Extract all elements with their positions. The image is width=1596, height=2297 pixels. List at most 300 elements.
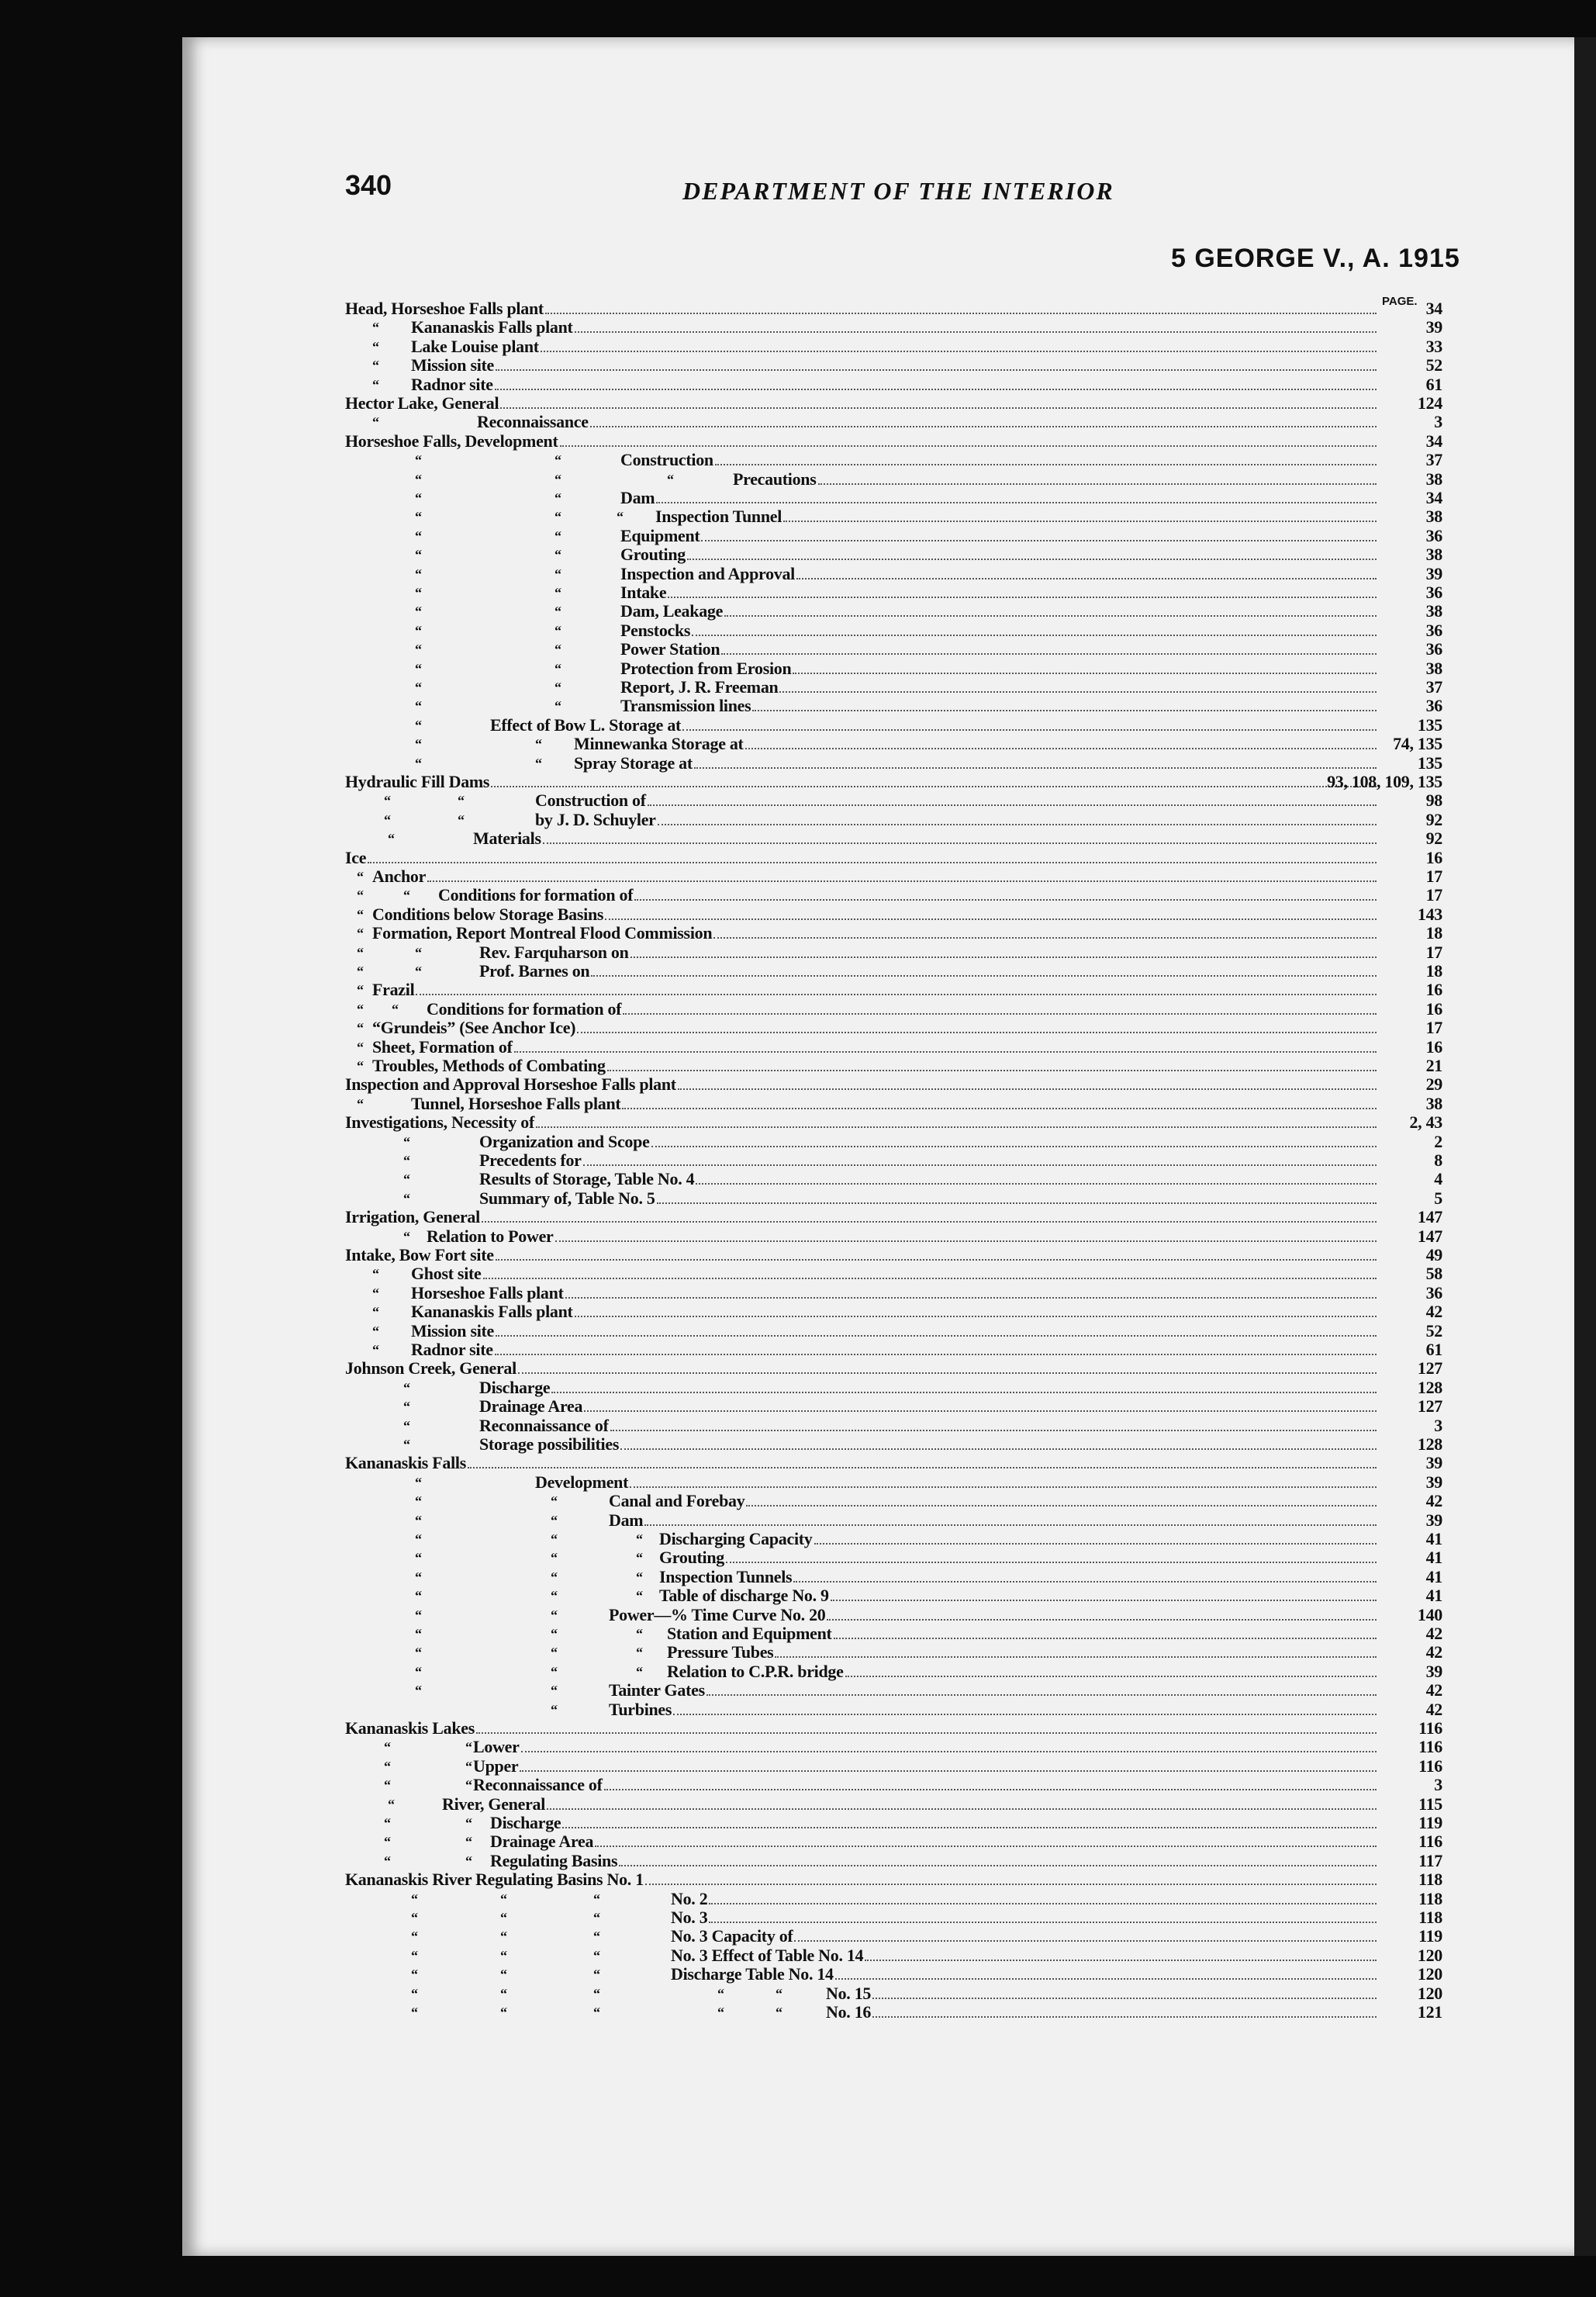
index-entry bbox=[0, 1870, 1442, 1889]
page-reference: 121 bbox=[1417, 2002, 1442, 2022]
index-entry bbox=[0, 1000, 1442, 1019]
page-reference: 17 bbox=[1425, 942, 1442, 962]
leader-dots bbox=[468, 1466, 1377, 1468]
leader-dots bbox=[623, 1012, 1377, 1015]
leader-dots bbox=[696, 1182, 1377, 1185]
ditto-mark: “ bbox=[415, 1569, 422, 1585]
index-term: Mission site bbox=[411, 356, 495, 375]
index-term: Development bbox=[535, 1472, 629, 1492]
ditto-mark: “ bbox=[465, 1852, 472, 1869]
ditto-mark: “ bbox=[372, 376, 379, 393]
ditto-mark: “ bbox=[357, 982, 364, 998]
ditto-mark: “ bbox=[384, 1777, 391, 1794]
page-reference: 3 bbox=[1434, 1775, 1442, 1795]
index-term: River, General bbox=[442, 1794, 546, 1814]
ditto-mark: “ bbox=[411, 1910, 418, 1925]
index-entry bbox=[0, 1492, 1442, 1510]
page-reference: 92 bbox=[1425, 829, 1442, 849]
leader-dots bbox=[551, 1391, 1377, 1393]
index-entry bbox=[0, 1719, 1442, 1738]
ditto-mark: “ bbox=[372, 414, 379, 431]
ditto-mark: “ bbox=[458, 793, 465, 809]
leader-dots bbox=[543, 842, 1377, 844]
ditto-mark: “ bbox=[636, 1588, 643, 1604]
page-reference: 118 bbox=[1418, 1888, 1442, 1908]
index-entry bbox=[0, 1606, 1442, 1624]
ditto-mark: “ bbox=[357, 869, 364, 884]
ditto-mark: “ bbox=[415, 963, 422, 979]
ditto-mark: “ bbox=[415, 1474, 422, 1490]
page-reference: 147 bbox=[1417, 1226, 1442, 1246]
page-reference: 39 bbox=[1425, 317, 1442, 337]
leader-dots bbox=[724, 614, 1377, 617]
ditto-mark: “ bbox=[403, 1171, 410, 1188]
index-entry bbox=[0, 394, 1442, 413]
index-entry bbox=[0, 1473, 1442, 1492]
index-entry bbox=[0, 754, 1442, 773]
page-reference: 2 bbox=[1434, 1131, 1442, 1151]
page-reference: 38 bbox=[1425, 1093, 1442, 1113]
ditto-mark: “ bbox=[415, 736, 422, 752]
index-entry bbox=[0, 318, 1442, 337]
index-term: Power Station bbox=[620, 640, 720, 659]
index-entry bbox=[0, 1738, 1442, 1756]
page-reference: 16 bbox=[1425, 847, 1442, 867]
index-entry bbox=[0, 829, 1442, 848]
page-reference: 39 bbox=[1425, 1453, 1442, 1473]
ditto-mark: “ bbox=[554, 452, 561, 469]
ditto-mark: “ bbox=[636, 1569, 643, 1585]
leader-dots bbox=[701, 539, 1377, 541]
index-term: Rev. Farquharson on bbox=[479, 943, 629, 962]
page-reference: 21 bbox=[1425, 1056, 1442, 1075]
page-reference: 124 bbox=[1417, 393, 1442, 413]
index-term: Investigations, Necessity of bbox=[345, 1113, 534, 1133]
leader-dots bbox=[634, 898, 1377, 901]
index-term: Table of discharge No. 9 bbox=[659, 1586, 829, 1606]
ditto-mark: “ bbox=[458, 811, 465, 828]
ditto-mark: “ bbox=[593, 1967, 600, 1983]
ditto-mark: “ bbox=[411, 1947, 418, 1963]
ditto-mark: “ bbox=[593, 1891, 600, 1907]
index-term: Conditions for formation of bbox=[438, 886, 634, 905]
index-entry bbox=[0, 413, 1442, 431]
ditto-mark: “ bbox=[617, 509, 624, 525]
leader-dots bbox=[746, 1504, 1377, 1507]
ditto-mark: “ bbox=[415, 585, 422, 600]
leader-dots bbox=[575, 330, 1377, 333]
ditto-mark: “ bbox=[411, 1985, 418, 2001]
index-term: Hydraulic Fill Dams bbox=[345, 773, 490, 791]
index-term: Grouting bbox=[620, 545, 686, 565]
index-entry bbox=[0, 1038, 1442, 1057]
index-entry bbox=[0, 962, 1442, 981]
index-entry bbox=[0, 299, 1442, 318]
page-reference: 116 bbox=[1418, 1832, 1442, 1852]
ditto-mark: “ bbox=[554, 490, 561, 506]
index-entry bbox=[0, 659, 1442, 678]
index-term: Frazil bbox=[372, 981, 415, 1000]
index-term: Results of Storage, Table No. 4 bbox=[479, 1170, 695, 1189]
ditto-mark: “ bbox=[554, 660, 561, 676]
index-entry bbox=[0, 1208, 1442, 1226]
ditto-mark: “ bbox=[357, 1095, 364, 1112]
page-reference: 17 bbox=[1425, 867, 1442, 886]
ditto-mark: “ bbox=[403, 887, 410, 904]
index-term: Relation to C.P.R. bridge bbox=[667, 1662, 844, 1681]
index-entry bbox=[0, 1511, 1442, 1530]
ditto-mark: “ bbox=[357, 1020, 364, 1036]
leader-dots bbox=[726, 1561, 1377, 1563]
ditto-mark: “ bbox=[415, 1683, 422, 1699]
ditto-mark: “ bbox=[372, 1266, 379, 1282]
index-term: Discharge bbox=[479, 1378, 551, 1397]
index-term: Inspection and Approval Horseshoe Falls plant bbox=[345, 1075, 676, 1095]
leader-dots bbox=[565, 1296, 1377, 1299]
ditto-mark: “ bbox=[554, 604, 561, 620]
ditto-mark: “ bbox=[500, 1910, 507, 1925]
leader-dots bbox=[555, 1240, 1377, 1242]
ditto-mark: “ bbox=[403, 1153, 410, 1168]
ditto-mark: “ bbox=[776, 1985, 782, 2001]
index-term: Lower bbox=[473, 1738, 520, 1757]
index-term: Drainage Area bbox=[490, 1832, 594, 1852]
index-term: Reconnaissance of bbox=[479, 1416, 609, 1435]
ditto-mark: “ bbox=[415, 680, 422, 695]
index-entry bbox=[0, 1133, 1442, 1151]
index-term: No. 3 bbox=[671, 1908, 708, 1927]
ditto-mark: “ bbox=[415, 1531, 422, 1547]
page-reference: 61 bbox=[1425, 1340, 1442, 1359]
index-term: Anchor bbox=[372, 867, 427, 886]
ditto-mark: “ bbox=[551, 1531, 558, 1547]
page-reference: 18 bbox=[1425, 961, 1442, 981]
index-entry bbox=[0, 1284, 1442, 1302]
index-term: Tainter Gates bbox=[609, 1681, 705, 1700]
index-entry bbox=[0, 1454, 1442, 1472]
index-entry bbox=[0, 1057, 1442, 1075]
page-reference: 115 bbox=[1418, 1794, 1442, 1814]
index-term: Report, J. R. Freeman bbox=[620, 678, 779, 697]
leader-dots bbox=[575, 1315, 1377, 1317]
leader-dots bbox=[775, 1655, 1377, 1658]
index-entry bbox=[0, 1814, 1442, 1832]
leader-dots bbox=[483, 1277, 1377, 1279]
index-entry bbox=[0, 773, 1442, 791]
ditto-mark: “ bbox=[500, 1967, 507, 1983]
leader-dots bbox=[673, 1713, 1377, 1715]
page-reference: 135 bbox=[1417, 752, 1442, 773]
leader-dots bbox=[595, 1845, 1377, 1847]
index-term: Dam, Leakage bbox=[620, 602, 724, 621]
page-reference: 16 bbox=[1425, 1036, 1442, 1057]
index-term: Canal and Forebay bbox=[609, 1492, 745, 1511]
page-reference: 16 bbox=[1425, 980, 1442, 1000]
ditto-mark: “ bbox=[411, 1891, 418, 1907]
page-reference: 42 bbox=[1425, 1699, 1442, 1719]
ditto-mark: “ bbox=[554, 471, 561, 487]
index-entry bbox=[0, 583, 1442, 602]
ditto-mark: “ bbox=[357, 887, 364, 904]
ditto-mark: “ bbox=[411, 2005, 418, 2020]
leader-dots bbox=[545, 312, 1377, 314]
index-entry bbox=[0, 640, 1442, 659]
index-entry bbox=[0, 791, 1442, 810]
index-entry bbox=[0, 1170, 1442, 1188]
leader-dots bbox=[651, 1145, 1377, 1147]
ditto-mark: “ bbox=[384, 1834, 391, 1850]
leader-dots bbox=[541, 350, 1377, 352]
ditto-mark: “ bbox=[403, 1437, 410, 1452]
index-term: Station and Equipment bbox=[667, 1624, 832, 1643]
index-entry bbox=[0, 1890, 1442, 1908]
leader-dots bbox=[745, 747, 1377, 749]
leader-dots bbox=[560, 445, 1377, 447]
ditto-mark: “ bbox=[415, 660, 422, 676]
index-term: Discharge bbox=[490, 1814, 561, 1832]
page-reference: 18 bbox=[1425, 923, 1442, 943]
index-entry bbox=[0, 1379, 1442, 1397]
page-reference: 39 bbox=[1425, 1472, 1442, 1492]
ditto-mark: “ bbox=[415, 509, 422, 525]
page-edge bbox=[1574, 37, 1596, 2256]
page-reference: 36 bbox=[1425, 1282, 1442, 1302]
ditto-mark: “ bbox=[415, 471, 422, 487]
leader-dots bbox=[715, 463, 1377, 465]
ditto-mark: “ bbox=[554, 585, 561, 600]
index-entry bbox=[0, 545, 1442, 564]
index-entry bbox=[0, 1832, 1442, 1851]
ditto-mark: “ bbox=[636, 1645, 643, 1661]
page-reference: 39 bbox=[1425, 1661, 1442, 1681]
index-entry bbox=[0, 716, 1442, 735]
ditto-mark: “ bbox=[593, 1929, 600, 1945]
leader-dots bbox=[682, 728, 1377, 731]
leader-dots bbox=[668, 596, 1377, 598]
ditto-mark: “ bbox=[636, 1550, 643, 1566]
index-term: Conditions below Storage Basins bbox=[372, 905, 604, 924]
ditto-mark: “ bbox=[551, 1588, 558, 1604]
index-term: by J. D. Schuyler bbox=[535, 810, 656, 829]
leader-dots bbox=[427, 880, 1377, 882]
index-term: Reconnaissance of bbox=[473, 1776, 603, 1795]
leader-dots bbox=[521, 1750, 1377, 1752]
ditto-mark: “ bbox=[551, 1607, 558, 1623]
page-column-label: PAGE. bbox=[1382, 295, 1418, 308]
index-entry bbox=[0, 678, 1442, 697]
ditto-mark: “ bbox=[535, 736, 542, 752]
leader-dots bbox=[620, 1448, 1377, 1450]
leader-dots bbox=[713, 936, 1377, 939]
page-reference: 17 bbox=[1425, 1018, 1442, 1038]
page-reference: 34 bbox=[1425, 431, 1442, 451]
index-term: Reconnaissance bbox=[477, 413, 589, 432]
index-term: Horseshoe Falls plant bbox=[411, 1283, 564, 1302]
index-term: Kananaskis Falls plant bbox=[411, 1302, 573, 1322]
index-entry bbox=[0, 1700, 1442, 1719]
leader-dots bbox=[518, 1372, 1377, 1374]
index-entry bbox=[0, 849, 1442, 867]
page-reference: 116 bbox=[1418, 1756, 1442, 1776]
page-reference: 36 bbox=[1425, 620, 1442, 640]
index-entry bbox=[0, 1757, 1442, 1776]
page-reference: 38 bbox=[1425, 469, 1442, 489]
index-entry bbox=[0, 697, 1442, 715]
index-term: Turbines bbox=[609, 1700, 672, 1719]
page-reference: 120 bbox=[1417, 1964, 1442, 1984]
page-reference: 135 bbox=[1417, 714, 1442, 735]
page-reference: 33 bbox=[1425, 336, 1442, 356]
ditto-mark: “ bbox=[500, 2005, 507, 2020]
ditto-mark: “ bbox=[415, 642, 422, 658]
page-reference: 41 bbox=[1425, 1566, 1442, 1586]
index-entry bbox=[0, 621, 1442, 640]
index-term: Irrigation, General bbox=[345, 1208, 480, 1227]
leader-dots bbox=[577, 1031, 1377, 1033]
ditto-mark: “ bbox=[636, 1663, 643, 1680]
ditto-mark: “ bbox=[465, 1815, 472, 1831]
ditto-mark: “ bbox=[372, 1323, 379, 1339]
index-term: Summary of, Table No. 5 bbox=[479, 1188, 655, 1208]
index-entry bbox=[0, 1946, 1442, 1965]
ditto-mark: “ bbox=[357, 1039, 364, 1055]
index-term: Construction of bbox=[535, 791, 646, 811]
page-reference: 41 bbox=[1425, 1586, 1442, 1606]
page-reference: 34 bbox=[1425, 488, 1442, 507]
ditto-mark: “ bbox=[593, 1947, 600, 1963]
index-term: Relation to Power bbox=[427, 1226, 554, 1246]
index-entry bbox=[0, 924, 1442, 943]
ditto-mark: “ bbox=[535, 755, 542, 771]
index-term: Precautions bbox=[733, 469, 817, 489]
ditto-mark: “ bbox=[465, 1758, 472, 1774]
index-entry bbox=[0, 337, 1442, 356]
ditto-mark: “ bbox=[372, 1342, 379, 1358]
ditto-mark: “ bbox=[554, 509, 561, 525]
index-term: Kananaskis Falls bbox=[345, 1454, 466, 1473]
index-entry bbox=[0, 1227, 1442, 1246]
page-reference: 41 bbox=[1425, 1548, 1442, 1568]
ditto-mark: “ bbox=[551, 1550, 558, 1566]
index-term: Inspection Tunnel bbox=[655, 507, 782, 527]
page-reference: 127 bbox=[1417, 1396, 1442, 1417]
index-term: Upper bbox=[473, 1756, 519, 1776]
page-reference: 4 bbox=[1434, 1169, 1442, 1189]
index-entry bbox=[0, 1075, 1442, 1094]
page-reference: 3 bbox=[1434, 1415, 1442, 1435]
index-entry bbox=[0, 1548, 1442, 1567]
index-term: No. 15 bbox=[826, 1984, 872, 2003]
page-reference: 42 bbox=[1425, 1624, 1442, 1643]
index-term: Kananaskis Falls plant bbox=[411, 318, 573, 337]
index-term: Formation, Report Montreal Flood Commission bbox=[372, 924, 713, 943]
leader-dots bbox=[562, 1826, 1377, 1828]
ditto-mark: “ bbox=[554, 528, 561, 544]
ditto-mark: “ bbox=[384, 811, 391, 828]
page-reference: 39 bbox=[1425, 1510, 1442, 1530]
index-term: Penstocks bbox=[620, 621, 691, 640]
ditto-mark: “ bbox=[372, 320, 379, 336]
index-term: Drainage Area bbox=[479, 1397, 583, 1417]
index-term: Inspection Tunnels bbox=[659, 1567, 793, 1586]
leader-dots bbox=[496, 1258, 1377, 1261]
ditto-mark: “ bbox=[415, 1588, 422, 1604]
page-reference: 17 bbox=[1425, 885, 1442, 905]
ditto-mark: “ bbox=[384, 1758, 391, 1774]
page-reference: 127 bbox=[1417, 1358, 1442, 1379]
index-term: Tunnel, Horseshoe Falls plant bbox=[411, 1094, 621, 1113]
ditto-mark: “ bbox=[415, 1607, 422, 1623]
index-term: Hector Lake, General bbox=[345, 394, 499, 413]
page-reference: 93, 108, 109, 135 bbox=[1327, 772, 1442, 791]
ditto-mark: “ bbox=[415, 1663, 422, 1680]
leader-dots bbox=[692, 634, 1377, 636]
leader-dots bbox=[630, 1486, 1377, 1488]
leader-dots bbox=[619, 1864, 1377, 1866]
index-entry bbox=[0, 1397, 1442, 1416]
index-entry bbox=[0, 1624, 1442, 1643]
index-entry bbox=[0, 1019, 1442, 1037]
index-entry bbox=[0, 1795, 1442, 1814]
leader-dots bbox=[694, 766, 1377, 769]
index-entry bbox=[0, 1322, 1442, 1340]
ditto-mark: “ bbox=[551, 1626, 558, 1641]
leader-dots bbox=[514, 1050, 1377, 1053]
leader-dots bbox=[500, 406, 1377, 409]
ditto-mark: “ bbox=[717, 1985, 724, 2001]
page-reference: 39 bbox=[1425, 563, 1442, 583]
leader-dots bbox=[605, 918, 1377, 920]
index-term: Radnor site bbox=[411, 1340, 493, 1359]
ditto-mark: “ bbox=[411, 1967, 418, 1983]
index-term: Mission site bbox=[411, 1321, 495, 1340]
ditto-mark: “ bbox=[500, 1929, 507, 1945]
index-term: Minnewanka Storage at bbox=[574, 735, 744, 754]
ditto-mark: “ bbox=[357, 925, 364, 942]
index-term: Intake, Bow Fort site bbox=[345, 1246, 494, 1264]
ditto-mark: “ bbox=[593, 2005, 600, 2020]
index-term: Lake Louise plant bbox=[411, 337, 539, 356]
ditto-mark: “ bbox=[551, 1683, 558, 1699]
index-entry bbox=[0, 886, 1442, 905]
index-entry bbox=[0, 489, 1442, 507]
page-reference: 36 bbox=[1425, 696, 1442, 716]
index-term: Troubles, Methods of Combating bbox=[372, 1057, 606, 1075]
page-reference: 38 bbox=[1425, 601, 1442, 621]
ditto-mark: “ bbox=[551, 1663, 558, 1680]
index-term: No. 3 Capacity of bbox=[671, 1927, 793, 1946]
index-term: Power—% Time Curve No. 20 bbox=[609, 1605, 826, 1624]
index-term: Kananaskis Lakes bbox=[345, 1719, 475, 1738]
page-reference: 42 bbox=[1425, 1642, 1442, 1662]
ditto-mark: “ bbox=[551, 1493, 558, 1510]
leader-dots bbox=[496, 368, 1377, 371]
index-entry bbox=[0, 905, 1442, 924]
ditto-mark: “ bbox=[357, 1058, 364, 1074]
ditto-mark: “ bbox=[403, 1379, 410, 1396]
index-entry bbox=[0, 1927, 1442, 1946]
page-reference: 38 bbox=[1425, 658, 1442, 678]
page-reference: 116 bbox=[1418, 1718, 1442, 1738]
index-term: Ice bbox=[345, 848, 367, 867]
index-term: Johnson Creek, General bbox=[345, 1359, 516, 1379]
page-reference: 120 bbox=[1417, 1983, 1442, 2003]
index-entry bbox=[0, 2003, 1442, 2022]
page-reference: 147 bbox=[1417, 1207, 1442, 1227]
page-reference: 52 bbox=[1425, 1320, 1442, 1340]
leader-dots bbox=[678, 1088, 1377, 1090]
page-reference: 74, 135 bbox=[1393, 734, 1442, 754]
